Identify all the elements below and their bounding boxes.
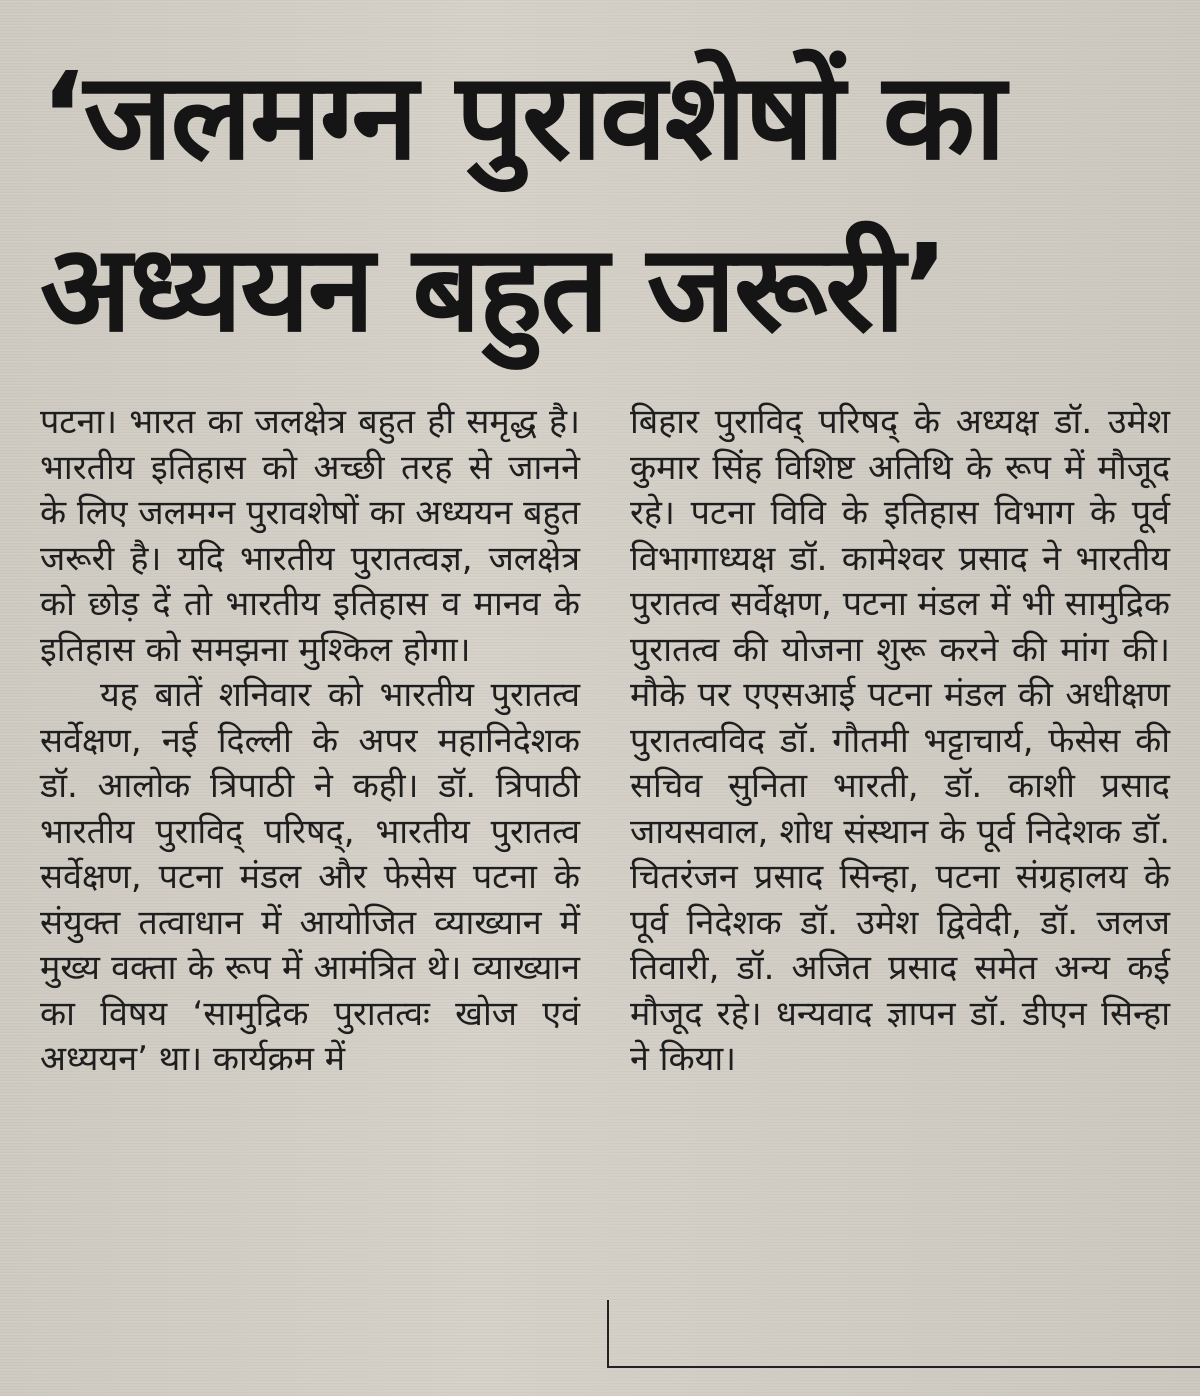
right-paragraph-1: बिहार पुराविद् परिषद् के अध्यक्ष डॉ. उमेश कुमार सिंह विशिष्ट अतिथि के रूप में मौजूद रहे। पटना विवि के इतिहास विभाग के पूर्व विभागाध्यक्ष डॉ. कामेश्वर प्रसाद ने भारतीय पुरातत्व सर्वेक्षण, पटना मंडल में भी सामुद्रिक पुरातत्व की योजना शुरू करने की मांग की। मौके पर एएसआई पटना मंडल की अधीक्षण पुरातत्वविद डॉ. गौतमी भट्टाचार्य, फेसेस की सचिव सुनिता भारती, डॉ. काशी प्रसाद जायसवाल, शोध संस्थान के पूर्व निदेशक डॉ. चितरंजन प्रसाद सिन्हा, पटना संग्रहालय के पूर्व निदेशक डॉ. उमेश द्विवेदी, डॉ. जलज तिवारी, डॉ. अजित प्रसाद समेत अन्य कई मौजूद रहे। धन्यवाद ज्ञापन डॉ. डीएन सिन्हा ने किया।: [630, 402, 1170, 1079]
headline-line-2: अध्ययन बहुत जरूरी’: [40, 220, 947, 359]
column-end-rule-horizontal: [607, 1366, 1200, 1368]
article-column-right: [630, 400, 1170, 1083]
article-column-left: [40, 400, 580, 1083]
left-paragraph-1: पटना। भारत का जलक्षेत्र बहुत ही समृद्ध है। भारतीय इतिहास को अच्छी तरह से जानने के लिए जलमग्न पुरावशेषों का अध्ययन बहुत जरूरी है। यदि भारतीय पुरातत्वज्ञ, जलक्षेत्र को छोड़ दें तो भारतीय इतिहास व मानव के इतिहास को समझना मुश्किल होगा।: [40, 402, 580, 670]
column-end-rule-vertical: [607, 1300, 609, 1368]
left-paragraph-2: यह बातें शनिवार को भारतीय पुरातत्व सर्वेक्षण, नई दिल्ली के अपर महानिदेशक डॉ. आलोक त्रिपाठी ने कही। डॉ. त्रिपाठी भारतीय पुराविद् परिषद्, भारतीय पुरातत्व सर्वेक्षण, पटना मंडल और फेसेस पटना के संयुक्त तत्वाधान में आयोजित व्याख्यान में मुख्य वक्ता के रूप में आमंत्रित थे। व्याख्यान का विषय ‘सामुद्रिक पुरातत्वः खोज एवं अध्ययन’ था। कार्यक्रम में: [40, 675, 580, 1079]
headline-line-1: ‘जलमग्न पुरावशेषों का: [40, 48, 1004, 187]
